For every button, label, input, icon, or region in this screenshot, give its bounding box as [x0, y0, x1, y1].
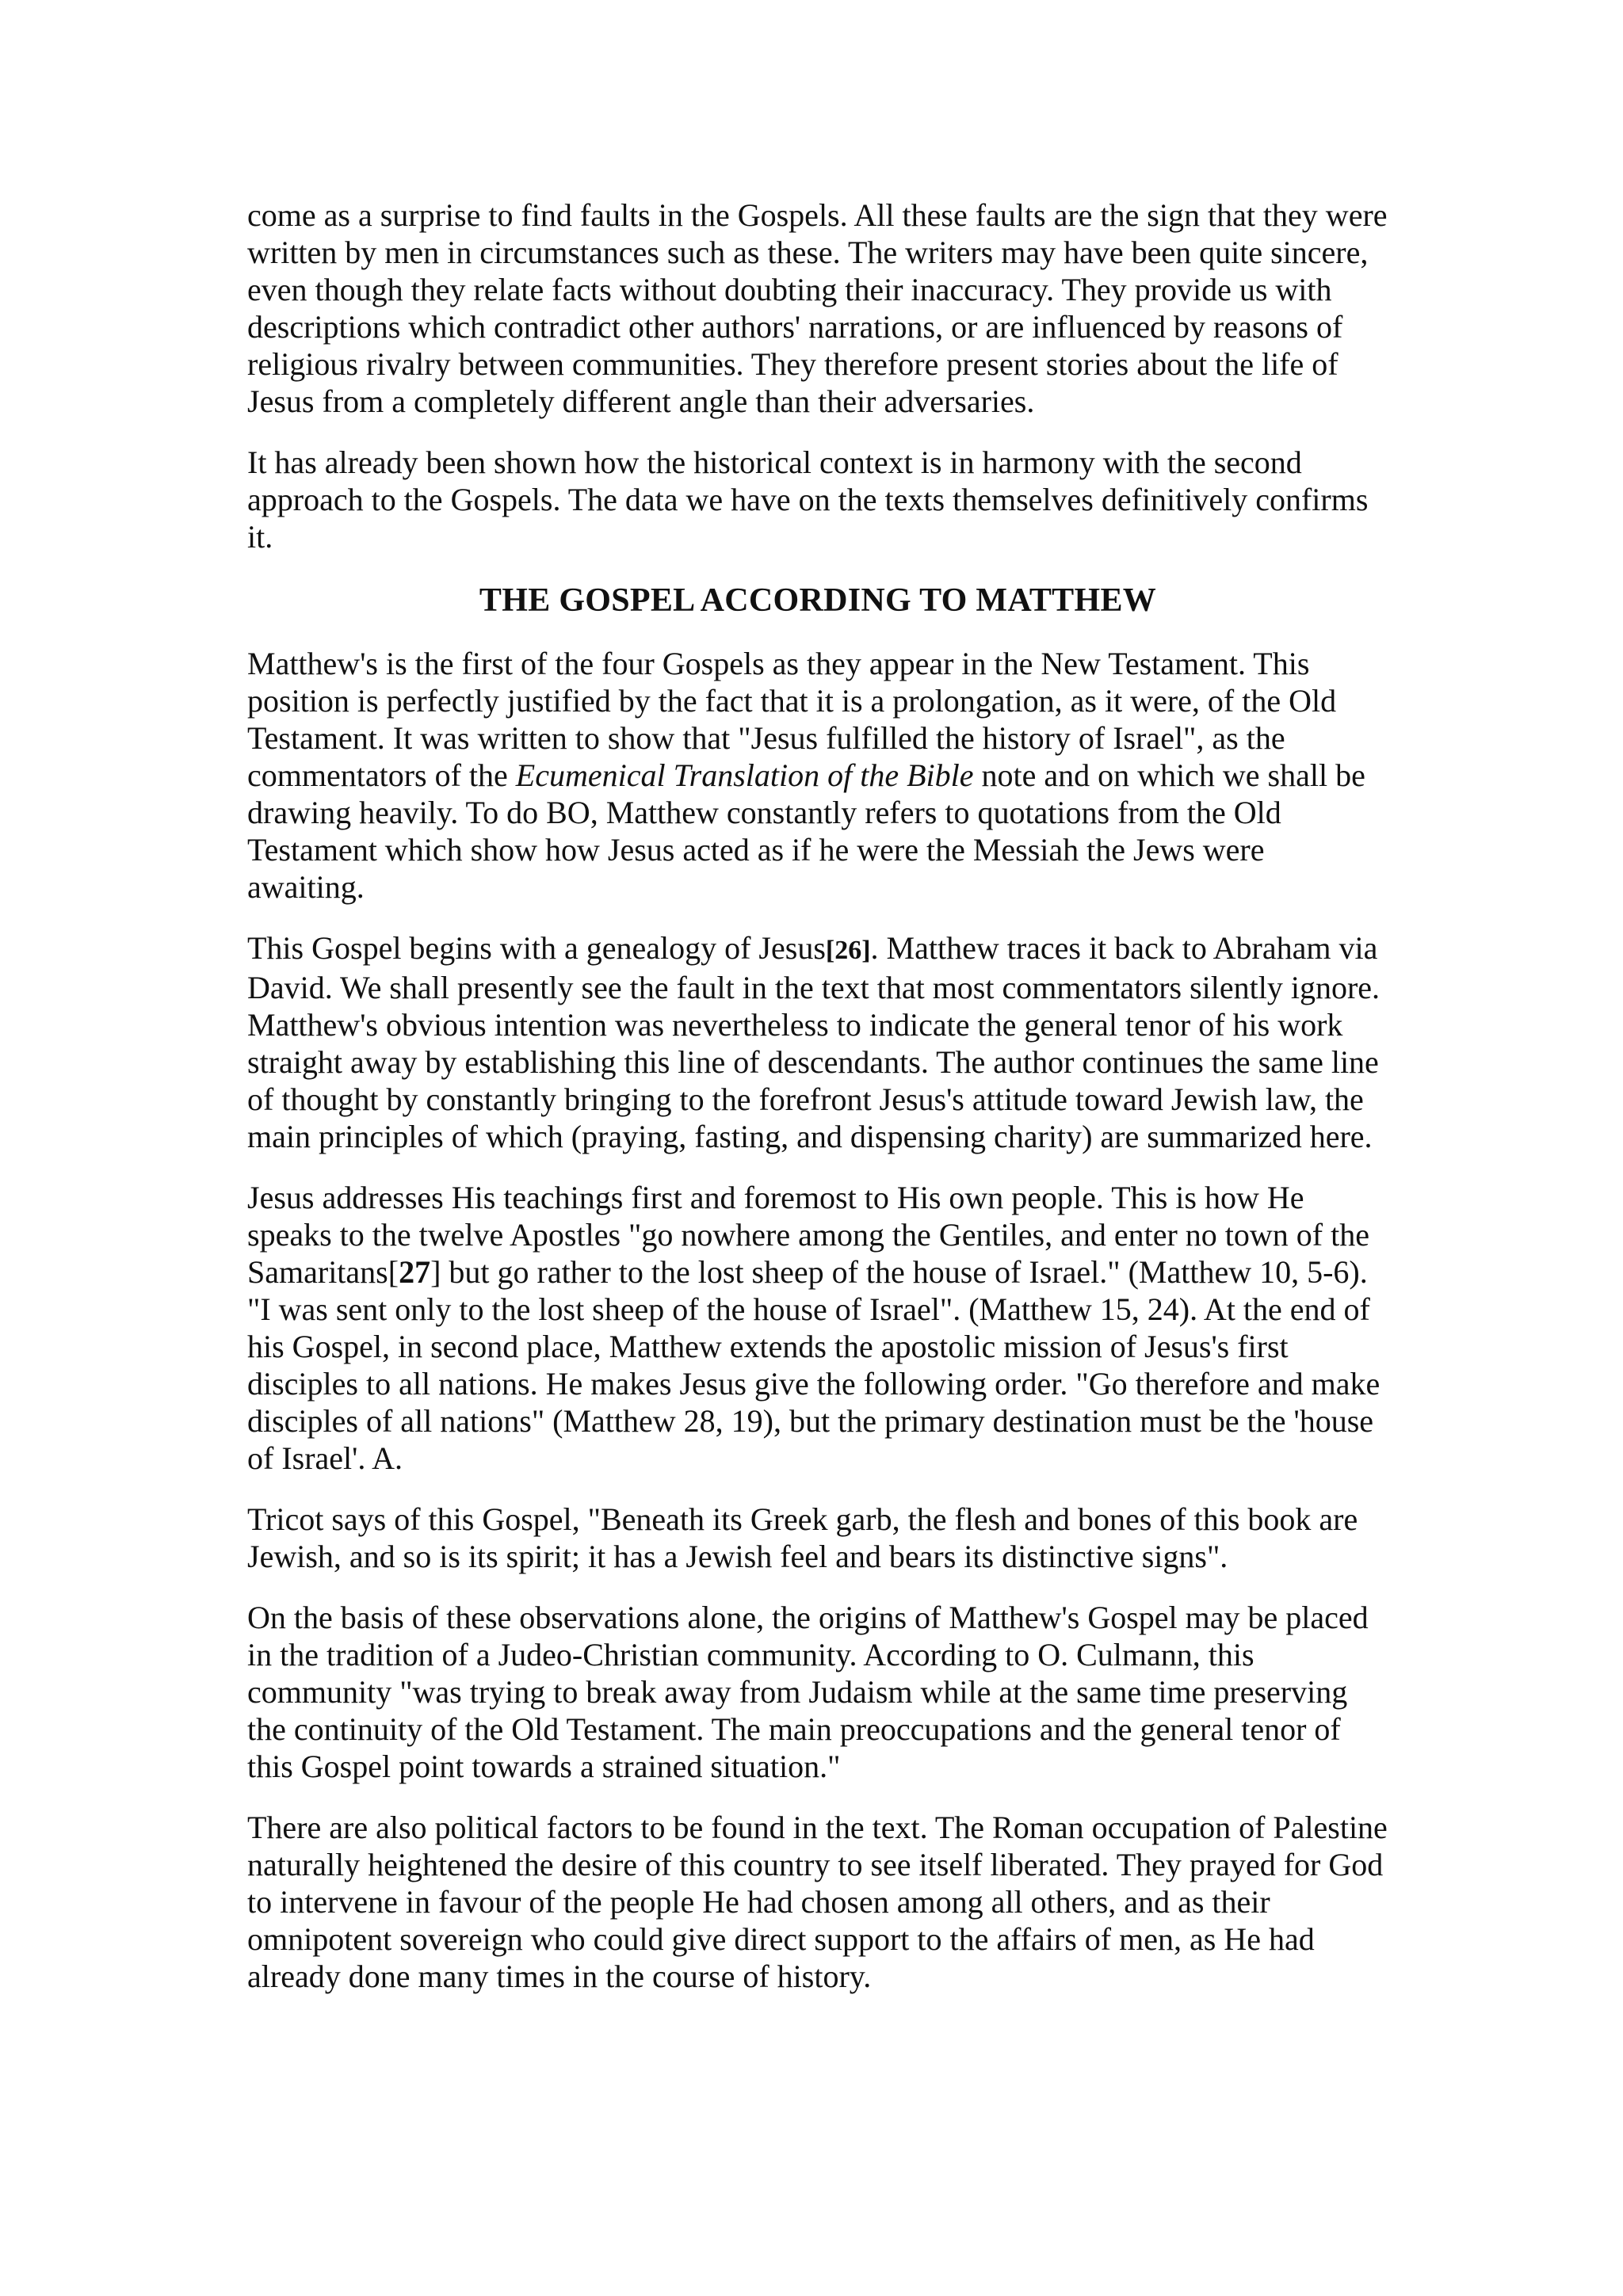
paragraph-1: come as a surprise to find faults in the Gospels. All these faults are the sign that they were written by men in circumstances such as these. The writers may have been quite sincere, even though they relate facts without doubting their inaccuracy. They provide us with descriptions which contradict other authors' narrations, or are influenced by reasons of religious rivalry between communities. They therefore present stories about the life of Jesus from a completely different angle than their adversaries.: [247, 197, 1388, 419]
paragraph-3-text-a: Matthew's is the first of the four Gospels as they appear in the New Testament. This position is perfectly justified by the fact that it is a prolongation, as it were, of the Old Testament. It was written to show that "Jesus fulfilled the history of Israel", as the commentators of the: [247, 646, 1337, 793]
paragraph-7: On the basis of these observations alone, the origins of Matthew's Gospel may be placed in the tradition of a Judeo-Christian community. According to O. Culmann, this community "was trying to break away from Judaism while at the same time preserving the continuity of the Old Testament. The main preoccupations and the general tenor of this Gospel point towards a strained situation.": [247, 1600, 1369, 1784]
paragraph-8: There are also political factors to be found in the text. The Roman occupation of Palestine naturally heightened the desire of this country to see itself liberated. They prayed for God to intervene in favour of the people He had chosen among all others, and as their omnipotent sovereign who could give direct support to the affairs of men, as He had already done many times in the course of history.: [247, 1810, 1388, 1994]
document-page: [247, 196, 1388, 2019]
paragraph-4: [247, 929, 1388, 1155]
paragraph-4-text-b: . Matthew traces it back to Abraham via David. We shall presently see the fault in the text that most commentators silently ignore. Matthew's obvious intention was nevertheless to indicate the general tenor of his work straight away by establishing this line of descendants. The author continues the same line of thought by constantly bringing to the forefront Jesus's attitude toward Jewish law, the main principles of which (praying, fasting, and dispensing charity) are summarized here.: [247, 930, 1381, 1154]
paragraph-3-text-b: note and on which we shall be drawing heavily. To do BO, Matthew constantly refers to quotations from the Old Testament which show how Jesus acted as if he were the Messiah the Jews were awaiting.: [247, 757, 1365, 905]
paragraph-2: It has already been shown how the historical context is in harmony with the second approach to the Gospels. The data we have on the texts themselves definitively confirms it.: [247, 444, 1369, 555]
paragraph-4-text-a: This Gospel begins with a genealogy of Jesus: [247, 930, 826, 966]
section-heading: THE GOSPEL ACCORDING TO MATTHEW: [479, 582, 1157, 619]
paragraph-5-text-b: ] but go rather to the lost sheep of the house of Israel." (Matthew 10, 5-6). "I was sent only to the lost sheep of the house of Israel". (Matthew 15, 24). At the end of his Gospel, in second place, Matthew extends the apostolic mission of Jesus's first disciples to all nations. He makes Jesus give the following order. "Go therefore and make disciples of all nations" (Matthew 28, 19), but the primary destination must be the 'house of Israel'. A.: [247, 1254, 1381, 1476]
paragraph-5-text-a: Jesus addresses His teachings first and foremost to His own people. This is how He speaks to the twelve Apostles "go nowhere among the Gentiles, and enter no town of the Samaritans[: [247, 1180, 1369, 1290]
paragraph-5: [247, 1179, 1388, 1477]
footnote-link-26[interactable]: [26]: [825, 936, 871, 965]
paragraph-6: Tricot says of this Gospel, "Beneath its Greek garb, the flesh and bones of this book are Jewish, and so is its spirit; it has a Jewish feel and bears its distinctive signs".: [247, 1501, 1358, 1574]
book-title-italic: Ecumenical Translation of the Bible: [515, 757, 974, 793]
paragraph-3: [247, 645, 1388, 906]
footnote-link-27[interactable]: 27: [399, 1254, 431, 1290]
